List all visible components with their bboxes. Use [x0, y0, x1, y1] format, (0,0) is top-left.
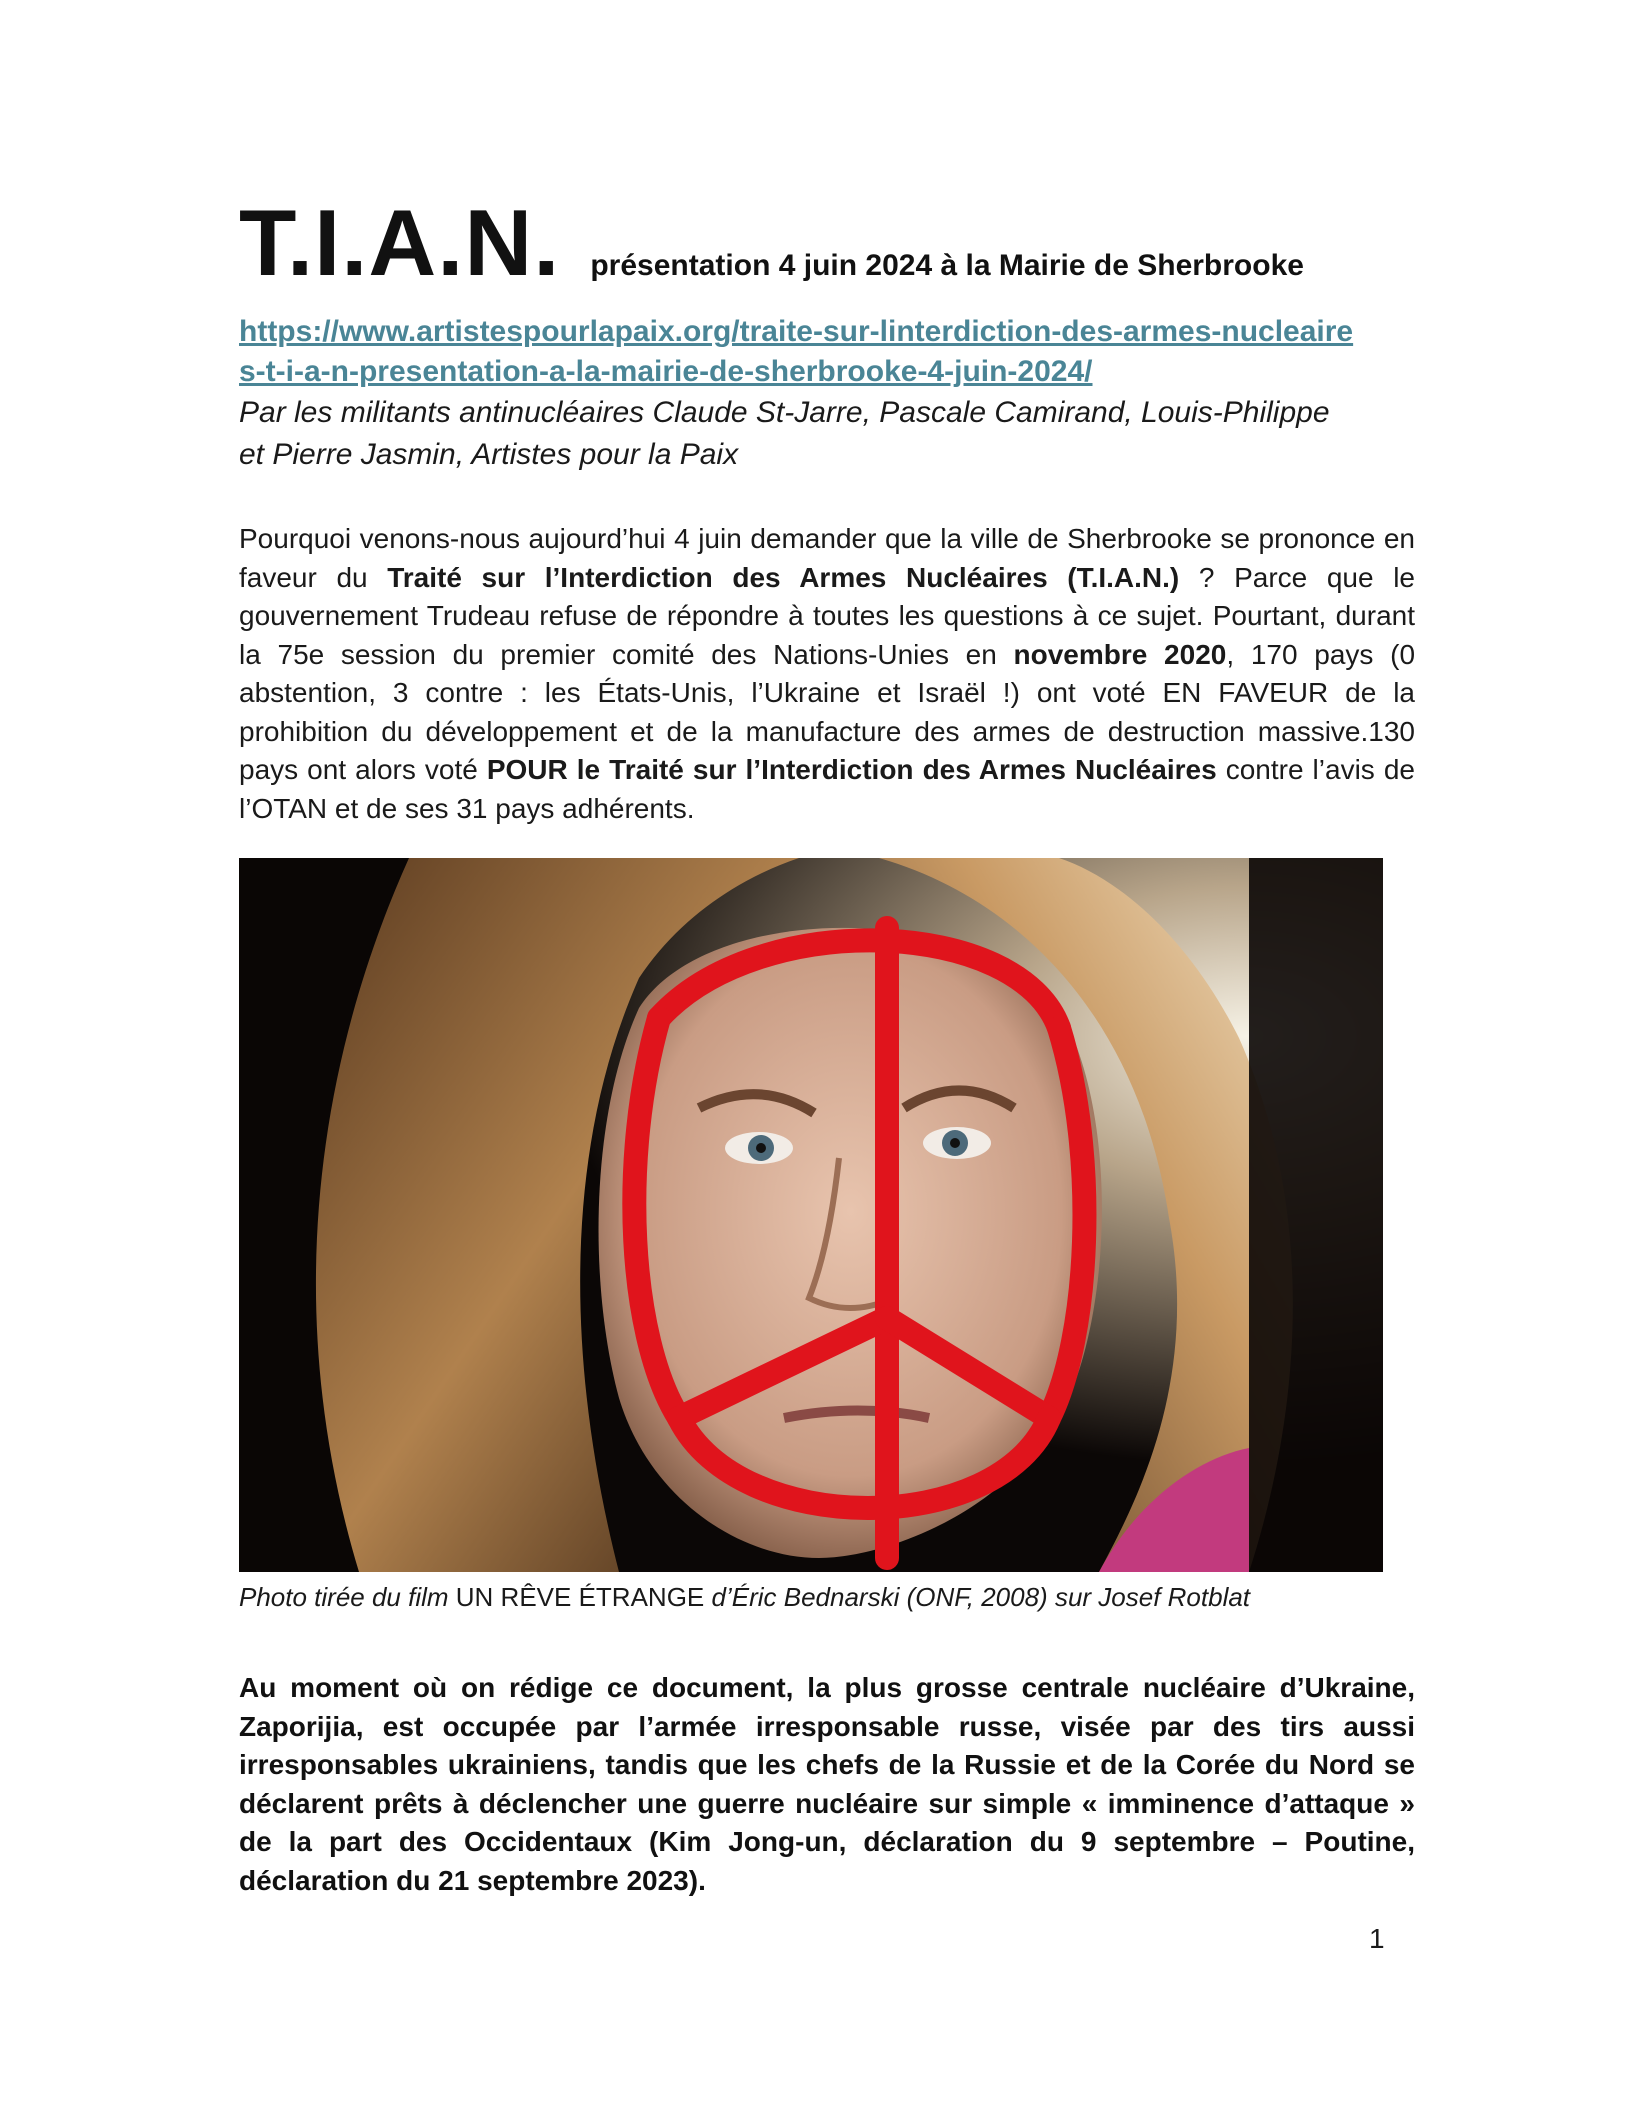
film-photo [239, 858, 1383, 1572]
byline [239, 392, 1415, 476]
page-number: 1 [1369, 1923, 1385, 1954]
caption-text-1: Photo tirée du film [239, 1582, 456, 1612]
intro-bold-3: POUR le Traité sur l’Interdiction des Armes Nucléaires [486, 754, 1217, 785]
byline-line-1: Par les militants antinucléaires Claude St-Jarre, Pascale Camirand, Louis-Philippe [239, 396, 1330, 429]
intro-bold-1: Traité sur l’Interdiction des Armes Nucléaires (T.I.A.N.) [387, 561, 1180, 593]
intro-text-4: contre l’avis de l’OTAN et de ses 31 pays adhérents. [239, 754, 1415, 824]
title-acronym: T.I.A.N. [239, 190, 561, 295]
article-link[interactable]: https://www.artistespourlapaix.org/traite-sur-linterdiction-des-armes-nucleaires-t-i-a-n-presentation-a-la-mairie-de-sherbrooke-4-juin-2024/ [239, 315, 1354, 388]
document-title [239, 190, 1415, 295]
byline-line-2: et Pierre Jasmin, Artistes pour la Paix [239, 438, 739, 471]
title-subtitle: présentation 4 juin 2024 à la Mairie de Sherbrooke [590, 249, 1304, 282]
caption-text-2: d’Éric Bednarski (ONF, 2008) sur Josef Rotblat [704, 1582, 1251, 1612]
intro-text-1: Pourquoi venons-nous aujourd’hui 4 juin demander que la ville de Sherbrooke se prononce en faveur du [239, 523, 1415, 593]
photo-caption [239, 1582, 1415, 1613]
closing-paragraph: Au moment où on rédige ce document, la plus grosse centrale nucléaire d’Ukraine, Zaporijia, est occupée par l’armée irresponsable russe, visée par des tirs aussi irresponsables ukrainiens, tandis que les chefs de la Russie et de la Corée du Nord se déclarent prêts à déclencher une guerre nucléaire sur simple « imminence d’attaque » de la part des Occidentaux (Kim Jong-un, déclaration du 9 septembre – Poutine, déclaration du 21 septembre 2023). [239, 1672, 1415, 1896]
intro-text-3: , 170 pays (0 abstention, 3 contre : les États-Unis, l’Ukraine et Israël !) ont voté EN FAVEUR de la prohibition du développement et de la manufacture des armes de destruction massive.130 pays ont alors voté [239, 638, 1416, 785]
intro-text-2: ? Parce que le gouvernement Trudeau refuse de répondre à toutes les questions à ce sujet. Pourtant, durant la 75e session du premier comité des Nations-Unies en [239, 561, 1415, 670]
film-photo-illustration [239, 858, 1383, 1572]
caption-film-title: UN RÊVE ÉTRANGE [455, 1582, 705, 1612]
intro-bold-2: novembre 2020 [1013, 638, 1227, 670]
page-content [239, 190, 1416, 1900]
intro-paragraph [239, 520, 1415, 828]
